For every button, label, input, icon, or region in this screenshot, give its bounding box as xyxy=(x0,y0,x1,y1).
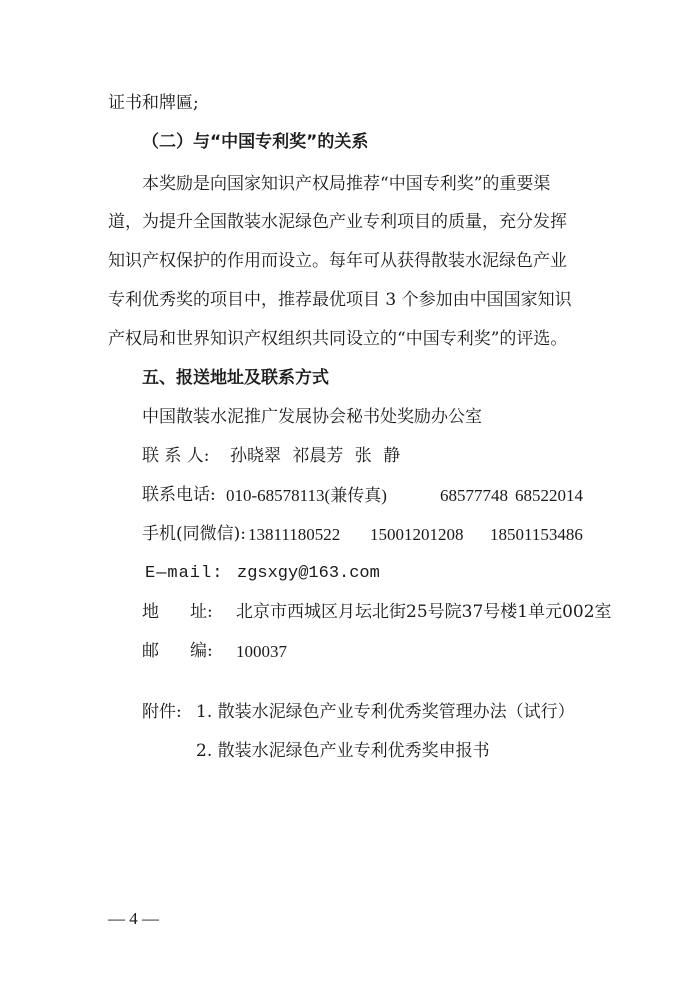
contact-persons-value: 孙晓翠 祁晨芳 张 静 xyxy=(230,446,401,466)
address-label-2: 址: xyxy=(190,602,213,622)
attachment-item: 1. 散装水泥绿色产业专利优秀奖管理办法（试行） xyxy=(196,702,575,722)
postcode-label-2: 编: xyxy=(190,641,213,661)
section-heading-relation: （二）与“中国专利奖”的关系 xyxy=(142,132,369,152)
address-value: 北京市西城区月坛北街25号院37号楼1单元002室 xyxy=(236,602,612,622)
mobile-3: 18501153486 xyxy=(490,525,583,544)
page-number: — 4 — xyxy=(108,909,159,928)
address-label-1: 地 xyxy=(142,602,159,622)
continued-line: 证书和牌匾; xyxy=(108,93,199,113)
paragraph-line: 本奖励是向国家知识产权局推荐“中国专利奖”的重要渠 xyxy=(142,174,551,194)
mobile-label: 手机(同微信): xyxy=(142,524,246,544)
email-label: E—mail: xyxy=(145,564,224,583)
attachment-item: 2. 散装水泥绿色产业专利优秀奖申报书 xyxy=(196,741,490,761)
email-value: zgsxgy@163.com xyxy=(237,564,380,583)
attachments-label: 附件: xyxy=(142,702,182,722)
paragraph-line: 道，为提升全国散装水泥绿色产业专利项目的质量，充分发挥 xyxy=(108,212,567,232)
paragraph-line: 产权局和世界知识产权组织共同设立的“中国专利奖”的评选。 xyxy=(108,329,568,349)
section-heading-contact: 五、报送地址及联系方式 xyxy=(142,368,329,388)
paragraph-line: 专利优秀奖的项目中，推荐最优项目 3 个参加由中国国家知识 xyxy=(108,290,572,310)
phone-3: 68522014 xyxy=(515,486,583,505)
mobile-2: 15001201208 xyxy=(370,525,464,544)
paragraph-line: 知识产权保护的作用而设立。每年可从获得散装水泥绿色产业 xyxy=(108,251,567,271)
postcode-label-1: 邮 xyxy=(142,641,159,661)
mobile-1: 13811180522 xyxy=(248,525,341,544)
postcode-value: 100037 xyxy=(236,642,287,661)
office-name: 中国散装水泥推广发展协会秘书处奖励办公室 xyxy=(142,407,482,427)
contact-persons-label: 联 系 人: xyxy=(142,446,210,466)
phone-2: 68577748 xyxy=(440,486,508,505)
phone-label: 联系电话: xyxy=(142,485,216,505)
phone-value: 010-68578113(兼传真) xyxy=(226,486,387,505)
